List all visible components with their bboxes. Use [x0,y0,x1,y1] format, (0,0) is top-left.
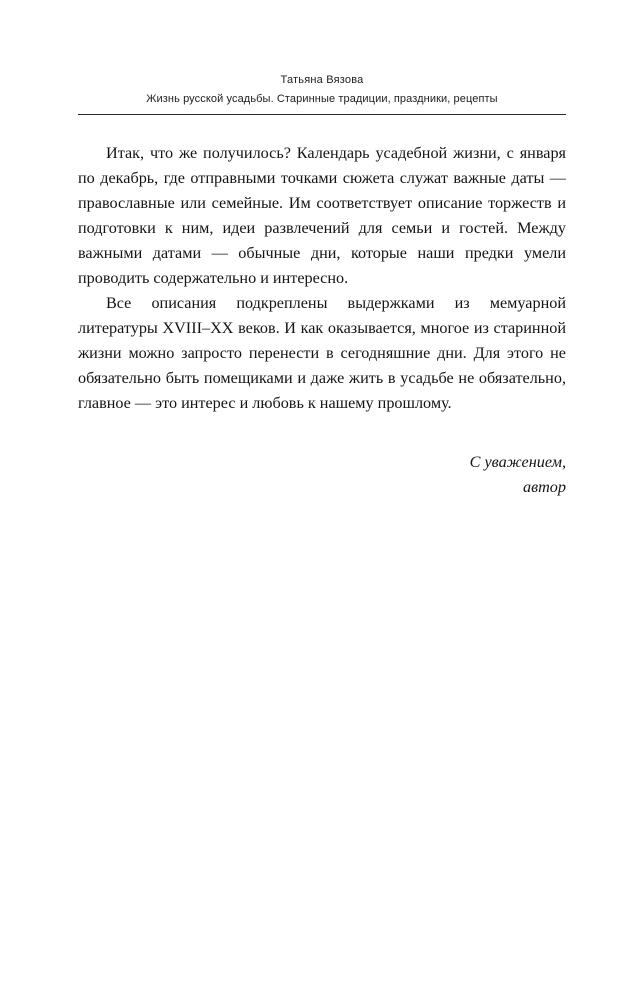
paragraph-1: Итак, что же получилось? Календарь усадебной жизни, с января по декабрь, где отправными точками сюжета служат важные даты — православные или семейные. Им соответствует описание торжеств и подготовки к ним, идеи развлечений для семьи и гостей. Между важными датами — обычные дни, которые наши предки умели проводить содержательно и интересно. [78,144,566,288]
signature-line-2: автор [523,478,566,497]
header-divider [78,114,566,115]
body-text [78,141,566,416]
signature-block [78,450,566,500]
paragraph-2: Все описания подкреплены выдержками из мемуарной литературы XVIII–XX веков. И как оказывается, многое из старинной жизни можно запросто перенести в сегодняшние дни. Для этого не обязательно быть помещиками и даже жить в усадьбе не обязательно, главное — это интерес и любовь к нашему прошлому. [78,294,566,413]
running-head-title: Жизнь русской усадьбы. Старинные традиции, праздники, рецепты [146,92,498,105]
signature-line-1: С уважением, [469,453,566,472]
running-head-author: Татьяна Вязова [280,74,364,86]
running-head [78,0,566,115]
